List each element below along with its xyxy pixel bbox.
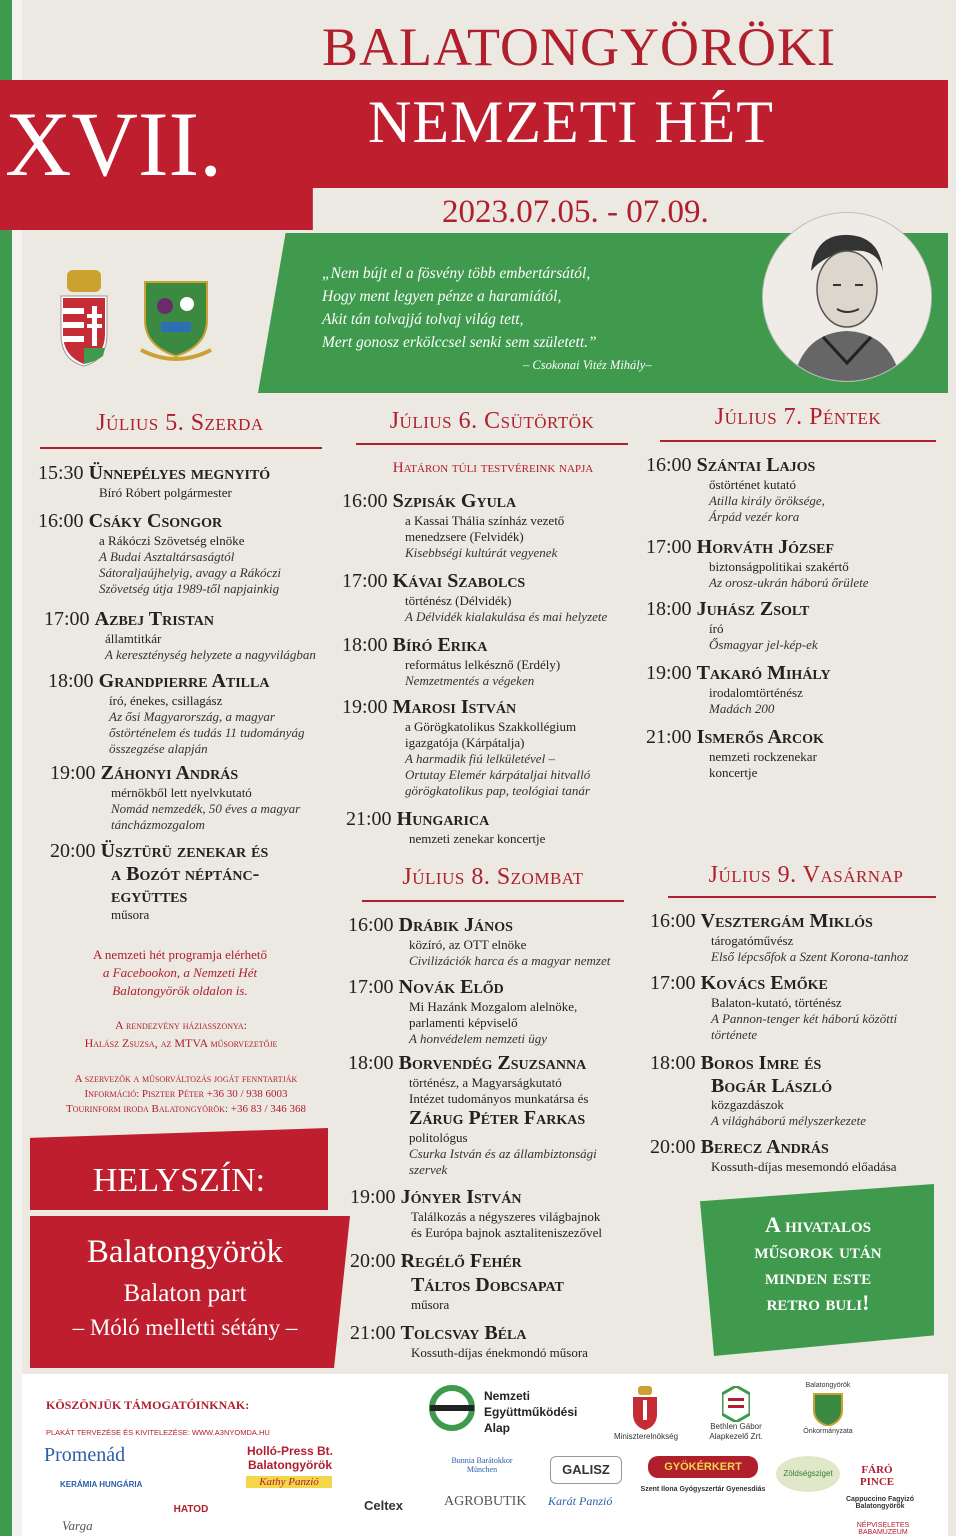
- program-subtitle: nemzeti zenekar koncertje: [409, 831, 546, 846]
- host-note-line: Halász Zsuzsa, az MTVA műsorvezetője: [84, 1036, 278, 1050]
- program-topic: A Pannon-tenger két háború közötti: [711, 1011, 898, 1026]
- program-item: [646, 598, 946, 653]
- sponsor-kathy: Kathy Panzió: [246, 1476, 332, 1488]
- program-title: Ünnepélyes megnyitó: [88, 462, 271, 484]
- retro-line: retro buli!: [766, 1290, 870, 1315]
- program-topic: Csurka István és az állambiztonsági: [409, 1146, 597, 1161]
- program-subtitle: Mi Hazánk Mozgalom alelnöke,: [409, 999, 578, 1014]
- program-subtitle: Kossuth-díjas énekmondó műsora: [411, 1345, 588, 1360]
- program-title: Kávai Szabolcs: [392, 570, 526, 592]
- program-topic: görögkatolikus pap, teológiai tanár: [405, 783, 590, 798]
- facebook-note: [50, 946, 310, 1000]
- csokonai-portrait: [762, 212, 932, 382]
- ministry-name: Miniszterelnökség: [613, 1432, 679, 1441]
- program-item: [350, 1250, 650, 1313]
- program-item: [650, 910, 950, 965]
- day5-heading: Július 9. Vasárnap: [708, 862, 904, 888]
- venue-label: HELYSZÍN:: [92, 1162, 266, 1199]
- program-subtitle: Bíró Róbert polgármester: [99, 485, 232, 500]
- hungarian-coat-of-arms-icon: [55, 268, 113, 368]
- program-subtitle: Kossuth-díjas mesemondó előadása: [711, 1159, 897, 1174]
- program-title: Tolcsvay Béla: [400, 1322, 527, 1344]
- program-subtitle: koncertje: [709, 765, 758, 780]
- venue-detail: – Móló melletti sétány –: [72, 1315, 298, 1340]
- program-topic: szervek: [409, 1162, 448, 1177]
- program-time: 19:00: [50, 762, 96, 784]
- program-title: Hungarica: [396, 808, 490, 830]
- retro-line: minden este: [764, 1264, 872, 1289]
- program-subtitle: őstörténet kutató: [709, 477, 797, 492]
- program-topic: Árpád vezér kora: [709, 509, 800, 524]
- sponsor-karat: Karát Panzió: [548, 1494, 613, 1508]
- program-time: 16:00: [342, 490, 388, 512]
- sponsor-varga: Varga: [62, 1518, 93, 1533]
- program-title: Berecz András: [700, 1136, 829, 1158]
- program-subtitle: igazgatója (Kárpátalja): [405, 735, 525, 750]
- host-note: [36, 1016, 326, 1052]
- program-time: 21:00: [346, 808, 392, 830]
- program-item: [646, 726, 946, 781]
- day2-heading: Július 6. Csütörtök: [389, 408, 595, 434]
- program-time: 16:00: [348, 914, 394, 936]
- program-title: Kovács Emőke: [700, 972, 828, 994]
- program-title: Novák Előd: [398, 976, 504, 998]
- quote-author: – Csokonai Vitéz Mihály–: [523, 358, 652, 372]
- organizer-note-line: Tourinform iroda Balatongyörök: +36 83 / 346 368: [65, 1103, 307, 1115]
- program-subtitle: nemzeti rockzenekar: [709, 749, 817, 764]
- program-time: 17:00: [44, 608, 90, 630]
- program-title: Marosi István: [392, 696, 517, 718]
- program-item: [38, 510, 338, 597]
- program-title: Juhász Zsolt: [696, 598, 810, 620]
- program-title: Grandpierre Atilla: [98, 670, 270, 692]
- program-title: Szpisák Gyula: [392, 490, 517, 512]
- program-title: Regélő Fehér: [400, 1250, 522, 1272]
- program-time: 15:30: [38, 462, 84, 484]
- program-item: [44, 608, 344, 663]
- sponsor-babamuzeum: NÉPVISELETES BABAMÚZEUM: [856, 1522, 910, 1536]
- quote-line: „Nem bújt el a fösvény több embertársától,: [322, 265, 591, 282]
- program-topic: összegzése alapján: [109, 741, 208, 756]
- program-subtitle: Balaton-kutató, történész: [711, 995, 842, 1010]
- quote-line: Akit tán tolvajjá tolvaj világ tett,: [322, 311, 524, 328]
- facebook-note-line: A nemzeti hét programja elérhető: [93, 947, 267, 962]
- sponsor-zoldsegsziget: Zöldségsziget: [776, 1456, 840, 1492]
- program-title: Boros Imre és: [700, 1052, 822, 1074]
- program-topic: Az ősi Magyarország, a magyar: [109, 709, 275, 724]
- program-subtitle: a Rákóczi Szövetség elnöke: [99, 533, 245, 548]
- program-item: [348, 1052, 658, 1178]
- program-item: [342, 490, 642, 561]
- day1-heading: Július 5. Szerda: [96, 410, 264, 436]
- bethlen-line: Alapkezelő Zrt.: [709, 1432, 763, 1441]
- program-subtitle: író, énekes, csillagász: [109, 693, 223, 708]
- title-line1: BALATONGYÖRÖKI: [322, 17, 837, 77]
- program-title-cont: Táltos Dobcsapat: [411, 1274, 564, 1296]
- program-topic: Ősmagyar jel-kép-ek: [709, 637, 818, 652]
- program-title-cont: Bogár László: [711, 1075, 833, 1097]
- program-topic: őstörténelem és tudás 11 tudományág: [109, 725, 305, 740]
- program-time: 18:00: [342, 634, 388, 656]
- program-subtitle: Intézet tudományos munkatársa és: [409, 1091, 589, 1106]
- program-topic: Civilizációk harca és a magyar nemzet: [409, 953, 611, 968]
- program-time: 19:00: [350, 1186, 396, 1208]
- left-white-stripe: [12, 0, 22, 1536]
- program-title: Takaró Mihály: [696, 662, 831, 684]
- sponsor-galisz: GALISZ: [550, 1456, 622, 1484]
- sponsor-baratok: Bunnia Barátokkor München: [451, 1456, 513, 1474]
- bethlen-name: [700, 1422, 772, 1442]
- sponsor-hollo-line: Balatongyörök: [247, 1458, 332, 1472]
- program-item: [342, 634, 642, 689]
- program-item: [348, 976, 648, 1047]
- sponsor-promenad: Promenád: [44, 1444, 126, 1466]
- program-topic: A kereszténység helyzete a nagyvilágban: [105, 647, 316, 662]
- program-title: Szántai Lajos: [696, 454, 816, 476]
- program-time: 18:00: [646, 598, 692, 620]
- program-item: [350, 1322, 660, 1361]
- program-title: Drábik János: [398, 914, 513, 936]
- bethlen-logo-icon: [722, 1386, 750, 1422]
- program-time: 16:00: [646, 454, 692, 476]
- balatongyorok-coat-of-arms-icon: [135, 276, 217, 366]
- bgy-name: Balatongyörök: [805, 1382, 851, 1389]
- venue-place: Balaton part: [123, 1280, 247, 1307]
- program-title: Jónyer István: [400, 1186, 522, 1208]
- program-subtitle: politológus: [409, 1130, 468, 1145]
- program-time: 20:00: [50, 840, 96, 862]
- day1-underline: [40, 447, 322, 449]
- program-subtitle: Találkozás a négyszeres világbajnok: [411, 1209, 601, 1224]
- edition-number: XVII.: [5, 93, 223, 195]
- program-title: Vesztergám Miklós: [700, 910, 873, 932]
- program-time: 18:00: [48, 670, 94, 692]
- program-item: [650, 972, 950, 1043]
- facebook-note-line: Balatongyörök oldalon is.: [112, 983, 248, 998]
- bgy-sub: Önkormányzata: [803, 1428, 853, 1435]
- program-topic: Ortutay Elemér kárpátaljai hitvalló: [405, 767, 591, 782]
- program-title: Záhonyi András: [100, 762, 239, 784]
- program-time: 16:00: [650, 910, 696, 932]
- sponsor-hatod: HATOD: [173, 1504, 209, 1515]
- program-subtitle: menedzsere (Felvidék): [405, 529, 524, 544]
- program-item: [50, 840, 350, 923]
- day4-underline: [362, 900, 624, 902]
- program-subtitle: parlamenti képviselő: [409, 1015, 518, 1030]
- sponsor-gyokerkert: GYÖKÉRKERT: [648, 1456, 758, 1478]
- quote-text: [322, 262, 597, 354]
- sponsor-celtex: Celtex: [364, 1498, 404, 1513]
- sponsor-keramia: KERÁMIA HUNGÁRIA: [60, 1480, 143, 1489]
- program-topic: Madách 200: [709, 701, 775, 716]
- program-subtitle: református lelkésznő (Erdély): [405, 657, 561, 672]
- program-time: 17:00: [650, 972, 696, 994]
- program-topic: története: [711, 1027, 758, 1042]
- program-title-cont: együttes: [111, 885, 188, 907]
- program-item: [646, 454, 946, 525]
- program-item: [342, 696, 652, 799]
- day5-underline: [668, 896, 936, 898]
- program-title: Horváth József: [696, 536, 835, 558]
- retro-line: A hivatalos: [764, 1212, 872, 1237]
- program-item: [38, 462, 338, 501]
- program-time: 21:00: [646, 726, 692, 748]
- program-item: [646, 662, 946, 717]
- program-subtitle: irodalomtörténész: [709, 685, 803, 700]
- day3-heading: Július 7. Péntek: [714, 404, 882, 430]
- retro-text: [708, 1212, 928, 1316]
- program-title: Azbej Tristan: [94, 608, 214, 630]
- program-subtitle: a Görögkatolikus Szakkollégium: [405, 719, 577, 734]
- nea-line: Alap: [484, 1421, 511, 1435]
- day4-heading: Július 8. Szombat: [402, 864, 584, 890]
- program-time: 21:00: [350, 1322, 396, 1344]
- program-item: [646, 536, 946, 591]
- nea-line: Együttműködési: [484, 1405, 578, 1419]
- program-topic: A harmadik fiú lelkületével –: [405, 751, 555, 766]
- nea-line: Nemzeti: [484, 1389, 531, 1403]
- program-title-second: Zárug Péter Farkas: [409, 1107, 586, 1129]
- organizer-note-line: A szervezők a műsorváltozás jogát fenntartják: [74, 1073, 298, 1085]
- program-time: 16:00: [38, 510, 84, 532]
- program-topic: Kisebbségi kultúrát vegyenek: [405, 545, 558, 560]
- day2-underline: [356, 443, 628, 445]
- nea-logo-icon: [428, 1384, 476, 1432]
- host-note-line: A rendezvény háziasszonya:: [115, 1018, 247, 1032]
- program-subtitle: és Európa bajnok asztaliteniszezővel: [411, 1225, 602, 1240]
- program-item: [350, 1186, 650, 1241]
- event-dates: 2023.07.05. - 07.09.: [442, 194, 709, 230]
- program-title: Üsztürü zenekar és: [100, 840, 269, 862]
- program-title-cont: a Bozót néptánc-: [111, 863, 260, 885]
- sponsor-szent-ilona: Szent Ilona Gyógyszertár Gyenesdiás: [640, 1486, 766, 1493]
- program-time: 17:00: [348, 976, 394, 998]
- program-topic: Sátoraljaújhelyig, avagy a Rákóczi: [99, 565, 281, 580]
- poster-design-credit: PLAKÁT TERVEZÉSE ÉS KIVITELEZÉSE: WWW.A3NYOMDA.HU: [46, 1428, 270, 1437]
- program-time: 17:00: [646, 536, 692, 558]
- program-topic: Nomád nemzedék, 50 éves a magyar: [111, 801, 301, 816]
- program-subtitle: történész, a Magyarságkutató: [409, 1075, 562, 1090]
- program-topic: A világháború mélyszerkezete: [711, 1113, 866, 1128]
- program-topic: A Délvidék kialakulása és mai helyzete: [405, 609, 608, 624]
- program-subtitle: államtitkár: [105, 631, 162, 646]
- program-subtitle: tárogatóművész: [711, 933, 794, 948]
- program-topic: Nemzetmentés a végeken: [405, 673, 535, 688]
- ministry-crest-icon: [630, 1386, 660, 1430]
- program-subtitle: író: [709, 621, 724, 636]
- bethlen-line: Bethlen Gábor: [710, 1422, 762, 1431]
- sponsor-hollo-line: Holló-Press Bt.: [246, 1444, 333, 1458]
- program-topic: táncházmozgalom: [111, 817, 205, 832]
- organizer-note: [36, 1072, 336, 1117]
- program-subtitle: mérnökből lett nyelvkutató: [111, 785, 252, 800]
- sponsor-hollo-press: [240, 1444, 340, 1472]
- program-item: [348, 914, 648, 969]
- sponsor-agrobutik: AGROBUTIK: [444, 1494, 527, 1509]
- title-line2: NEMZETI HÉT: [368, 89, 774, 155]
- program-title: Bíró Erika: [392, 634, 488, 656]
- program-subtitle: a Kassai Thália színház vezető: [405, 513, 565, 528]
- program-title: Csáky Csongor: [88, 510, 223, 532]
- day2-subtitle: Határon túli testvéreink napja: [392, 460, 594, 476]
- program-subtitle: műsora: [411, 1297, 450, 1312]
- program-time: 17:00: [342, 570, 388, 592]
- program-item: [48, 670, 348, 757]
- sponsors-heading: KÖSZÖNJÜK TÁMOGATÓINKNAK:: [46, 1398, 250, 1412]
- organizer-note-line: Információ: Piszter Péter +36 30 / 938 6003: [84, 1088, 288, 1100]
- program-topic: Az orosz-ukrán háború őrülete: [709, 575, 869, 590]
- program-time: 18:00: [650, 1052, 696, 1074]
- nea-name: [484, 1388, 577, 1436]
- program-topic: A Budai Asztaltársaságtól: [99, 549, 235, 564]
- day3-underline: [660, 440, 936, 442]
- program-subtitle: történész (Délvidék): [405, 593, 512, 608]
- bgy-crest-icon: [810, 1392, 846, 1426]
- program-title: Ismerős Arcok: [696, 726, 824, 748]
- program-time: 19:00: [342, 696, 388, 718]
- program-topic: Szövetség útja 1989-től napjainkig: [99, 581, 280, 596]
- sponsor-faro: FÁRÓ PINCE: [859, 1464, 895, 1488]
- program-item: [650, 1052, 950, 1129]
- program-item: [342, 570, 642, 625]
- program-item: [50, 762, 350, 833]
- program-topic: Atilla király öröksége,: [709, 493, 825, 508]
- program-subtitle: biztonságpolitikai szakértő: [709, 559, 849, 574]
- program-item: [346, 808, 646, 847]
- program-time: 19:00: [646, 662, 692, 684]
- program-subtitle: közgazdászok: [711, 1097, 784, 1112]
- program-title: Borvendég Zsuzsanna: [398, 1052, 587, 1074]
- program-subtitle: műsora: [111, 907, 150, 922]
- program-item: [650, 1136, 950, 1175]
- program-topic: Első lépcsőfok a Szent Korona-tanhoz: [711, 949, 909, 964]
- quote-line: Hogy ment legyen pénze a haramiától,: [322, 288, 562, 305]
- program-subtitle: közíró, az OTT elnöke: [409, 937, 527, 952]
- venue-town: Balatongyörök: [86, 1234, 284, 1270]
- quote-line: Mert gonosz erkölccsel senki sem született.”: [322, 334, 597, 351]
- program-time: 20:00: [650, 1136, 696, 1158]
- program-time: 18:00: [348, 1052, 394, 1074]
- program-time: 20:00: [350, 1250, 396, 1272]
- left-green-stripe: [0, 0, 12, 1536]
- sponsor-cappuccino: Cappuccino Fagyizó Balatongyörök: [845, 1496, 915, 1510]
- program-topic: A honvédelem nemzeti ügy: [409, 1031, 548, 1046]
- retro-line: műsorok után: [754, 1238, 882, 1263]
- facebook-note-line: a Facebookon, a Nemzeti Hét: [102, 965, 258, 980]
